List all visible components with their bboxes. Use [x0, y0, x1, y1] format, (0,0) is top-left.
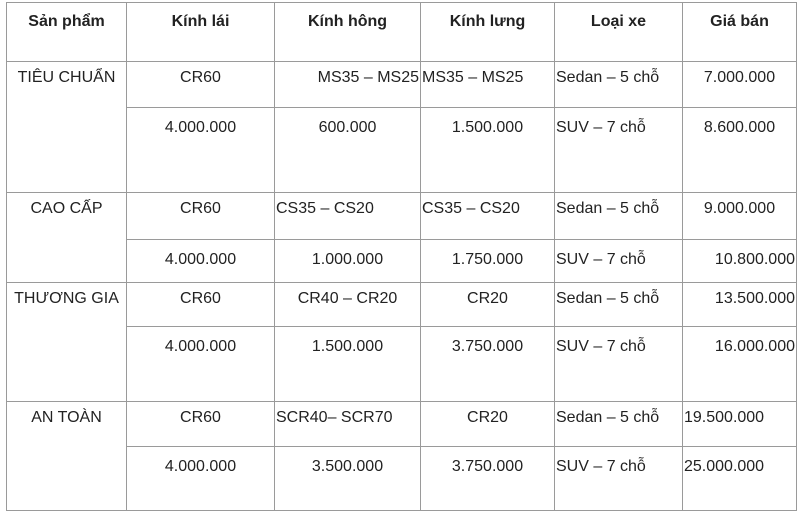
kinh-lai-cell: CR60	[127, 283, 275, 327]
gia-ban-cell: 9.000.000	[683, 193, 797, 240]
loai-xe-cell: SUV – 7 chỗ	[555, 327, 683, 402]
kinh-hong-cell: 3.500.000	[275, 447, 421, 511]
header-gia-ban: Giá bán	[683, 3, 797, 62]
kinh-lai-cell: CR60	[127, 193, 275, 240]
gia-ban-cell: 8.600.000	[683, 108, 797, 193]
price-table	[6, 2, 797, 511]
kinh-lung-cell: 1.750.000	[421, 240, 555, 283]
kinh-lai-cell: 4.000.000	[127, 327, 275, 402]
kinh-lung-cell: 3.750.000	[421, 327, 555, 402]
table-row	[7, 62, 797, 108]
table-row	[7, 402, 797, 447]
loai-xe-cell: Sedan – 5 chỗ	[555, 62, 683, 108]
gia-ban-cell: 25.000.000	[683, 447, 797, 511]
loai-xe-cell: SUV – 7 chỗ	[555, 108, 683, 193]
kinh-hong-cell: 1.000.000	[275, 240, 421, 283]
gia-ban-cell: 7.000.000	[683, 62, 797, 108]
kinh-lai-cell: CR60	[127, 402, 275, 447]
loai-xe-cell: SUV – 7 chỗ	[555, 447, 683, 511]
kinh-hong-cell: 1.500.000	[275, 327, 421, 402]
kinh-hong-cell: CR40 – CR20	[275, 283, 421, 327]
loai-xe-cell: SUV – 7 chỗ	[555, 240, 683, 283]
gia-ban-cell: 10.800.000	[683, 240, 797, 283]
header-kinh-lai: Kính lái	[127, 3, 275, 62]
header-san-pham: Sản phẩm	[7, 3, 127, 62]
header-kinh-hong: Kính hông	[275, 3, 421, 62]
loai-xe-cell: Sedan – 5 chỗ	[555, 193, 683, 240]
loai-xe-cell: Sedan – 5 chỗ	[555, 283, 683, 327]
product-name: THƯƠNG GIA	[7, 283, 127, 402]
gia-ban-cell: 13.500.000	[683, 283, 797, 327]
kinh-hong-cell: 600.000	[275, 108, 421, 193]
kinh-lai-cell: CR60	[127, 62, 275, 108]
table-row	[7, 283, 797, 327]
header-kinh-lung: Kính lưng	[421, 3, 555, 62]
kinh-lung-cell: 3.750.000	[421, 447, 555, 511]
kinh-lung-cell: CS35 – CS20	[421, 193, 555, 240]
product-name: CAO CẤP	[7, 193, 127, 283]
header-row	[7, 3, 797, 62]
kinh-lung-cell: MS35 – MS25	[421, 62, 555, 108]
loai-xe-cell: Sedan – 5 chỗ	[555, 402, 683, 447]
kinh-lung-cell: CR20	[421, 283, 555, 327]
product-name: AN TOÀN	[7, 402, 127, 511]
table-row	[7, 193, 797, 240]
product-name: TIÊU CHUẨN	[7, 62, 127, 193]
kinh-lung-cell: CR20	[421, 402, 555, 447]
kinh-lai-cell: 4.000.000	[127, 108, 275, 193]
kinh-lai-cell: 4.000.000	[127, 447, 275, 511]
kinh-hong-cell: CS35 – CS20	[275, 193, 421, 240]
gia-ban-cell: 16.000.000	[683, 327, 797, 402]
header-loai-xe: Loại xe	[555, 3, 683, 62]
kinh-hong-cell: MS35 – MS25	[275, 62, 421, 108]
kinh-lai-cell: 4.000.000	[127, 240, 275, 283]
gia-ban-cell: 19.500.000	[683, 402, 797, 447]
kinh-hong-cell: SCR40– SCR70	[275, 402, 421, 447]
kinh-lung-cell: 1.500.000	[421, 108, 555, 193]
